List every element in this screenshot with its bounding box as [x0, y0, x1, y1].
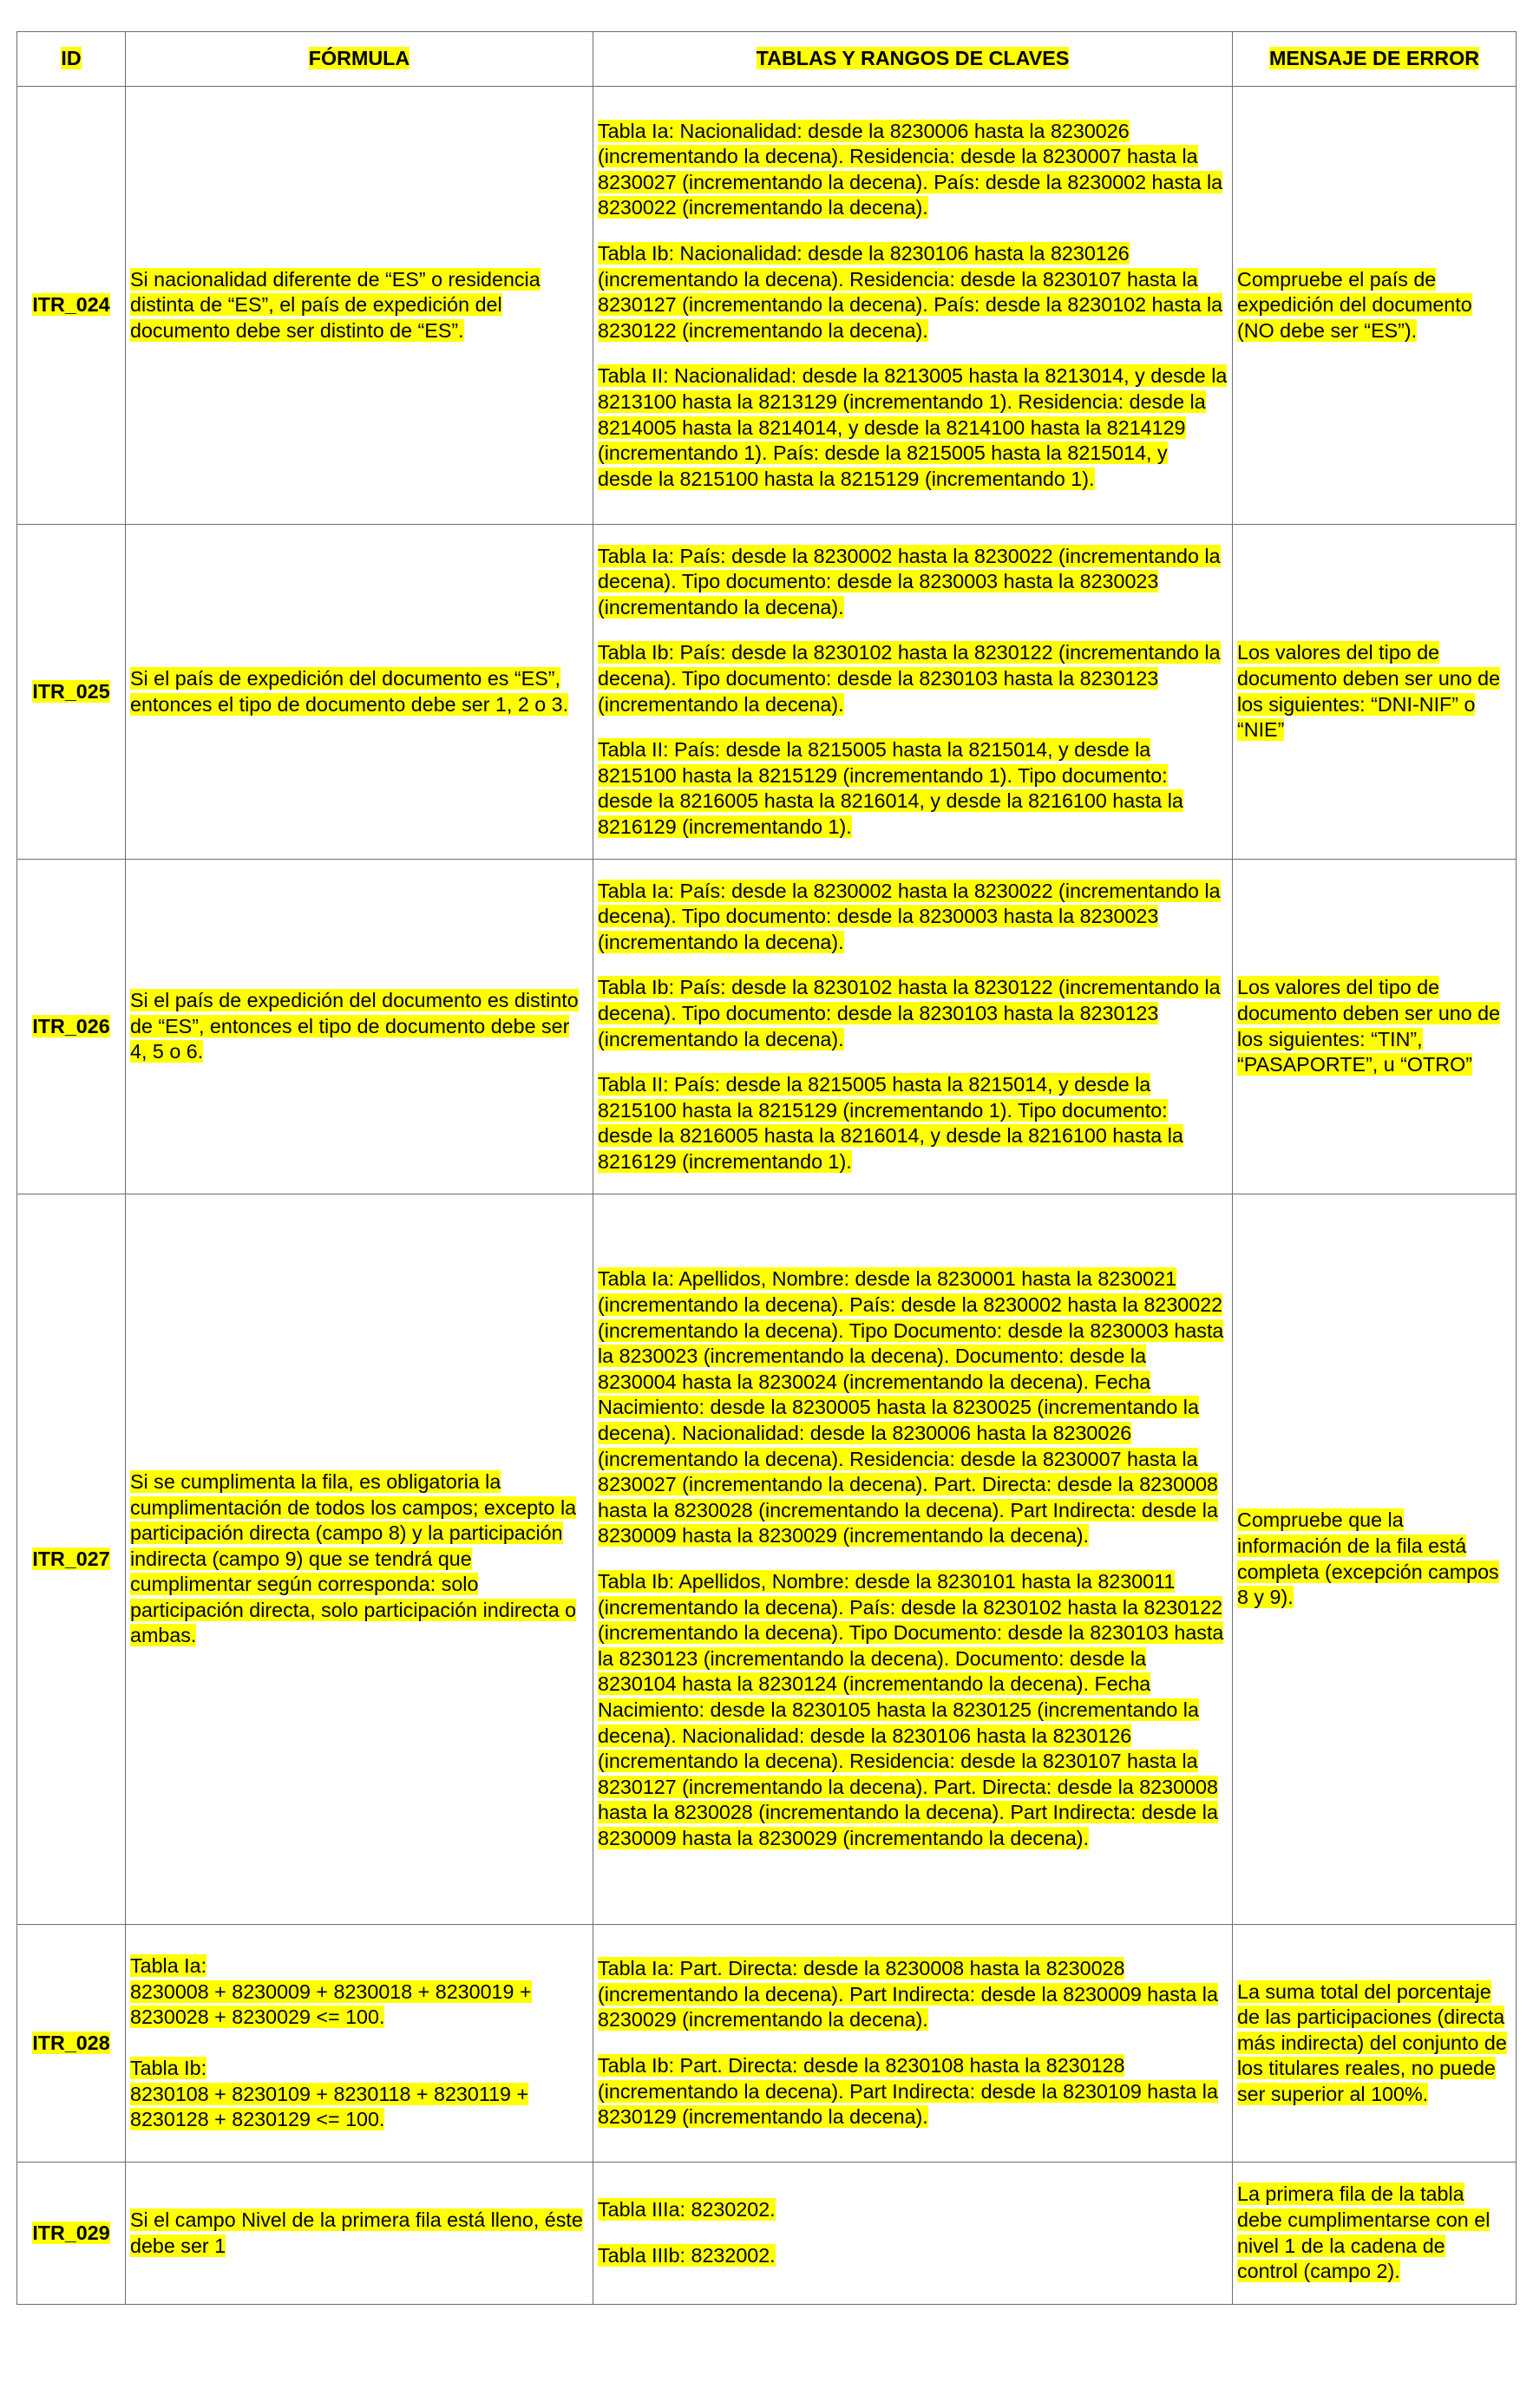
formula-text: Si el país de expedición del documento es “ES”, entonces el tipo de documento debe ser 1, 2 o 3. — [130, 666, 569, 716]
header-tables: TABLAS Y RANGOS DE CLAVES — [593, 32, 1233, 87]
tables-cell — [593, 525, 1233, 860]
error-message-cell — [1233, 1194, 1517, 1925]
formula-text: Si el país de expedición del documento es distinto de “ES”, entonces el tipo de documento debe ser 4, 5 o 6. — [130, 989, 579, 1063]
error-message: Los valores del tipo de documento deben ser uno de los siguientes: “DNI-NIF” o “NIE” — [1237, 641, 1501, 742]
range-paragraph: Tabla Ib: País: desde la 8230102 hasta la 8230122 (incrementando la decena). Tipo documento: desde la 8230103 hasta la 8230123 (incrementando la decena). — [598, 976, 1221, 1050]
range-paragraph: Tabla Ia: País: desde la 8230002 hasta la 8230022 (incrementando la decena). Tipo documento: desde la 8230003 hasta la 8230023 (incrementando la decena). — [598, 879, 1221, 953]
formula-text: 8230008 + 8230009 + 8230018 + 8230019 + 8230028 + 8230029 <= 100. — [130, 1979, 532, 2029]
rule-id-cell — [17, 525, 126, 860]
rule-id: ITR_027 — [32, 1547, 110, 1570]
error-message-cell — [1233, 860, 1517, 1194]
table-header-row — [17, 32, 1517, 87]
tables-cell — [593, 860, 1233, 1194]
error-message-cell — [1233, 525, 1517, 860]
rule-id-cell — [17, 1194, 126, 1925]
rule-id: ITR_029 — [32, 2221, 110, 2244]
rule-id: ITR_025 — [32, 679, 110, 703]
formula-text: Si nacionalidad diferente de “ES” o residencia distinta de “ES”, el país de expedición del documento debe ser distinto de “ES”. — [130, 267, 540, 342]
error-message: Compruebe el país de expedición del documento (NO debe ser “ES”). — [1237, 267, 1472, 342]
range-paragraph: Tabla IIIa: 8230202. — [598, 2198, 776, 2222]
error-message: La primera fila de la tabla debe cumplimentarse con el nivel 1 de la cadena de control (campo 2). — [1237, 2182, 1490, 2283]
tables-cell — [593, 1925, 1233, 2163]
formula-table-label: Tabla Ia: — [130, 1953, 207, 1977]
rule-id: ITR_028 — [32, 2031, 110, 2054]
rule-id-cell — [17, 87, 126, 525]
formula-cell — [126, 87, 593, 525]
header-error: MENSAJE DE ERROR — [1233, 32, 1517, 87]
rule-id-cell — [17, 2163, 126, 2305]
validation-rules-table — [16, 31, 1517, 2305]
tables-cell — [593, 2163, 1233, 2305]
formula-text: 8230108 + 8230109 + 8230118 + 8230119 + 8230128 + 8230129 <= 100. — [130, 2082, 529, 2131]
range-paragraph: Tabla Ib: Part. Directa: desde la 8230108 hasta la 8230128 (incrementando la decena). Part Indirecta: desde la 8230109 hasta la 8230129 (incrementando la decena). — [598, 2054, 1218, 2129]
range-paragraph: Tabla IIIb: 8232002. — [598, 2244, 776, 2267]
error-message: Los valores del tipo de documento deben ser uno de los siguientes: “TIN”, “PASAPORTE”, u “OTRO” — [1237, 976, 1501, 1076]
range-paragraph: Tabla Ib: Nacionalidad: desde la 8230106 hasta la 8230126 (incrementando la decena). Residencia: desde la 8230107 hasta la 8230127 (incrementando la decena). País: desde la 8230102 hasta la 8230122 (incrementando la decena). — [598, 242, 1223, 342]
tables-cell — [593, 1194, 1233, 1925]
formula-table-label: Tabla Ib: — [130, 2057, 207, 2080]
formula-cell — [126, 2163, 593, 2305]
error-message-cell — [1233, 1925, 1517, 2163]
rule-id-cell — [17, 860, 126, 1194]
error-message: La suma total del porcentaje de las participaciones (directa más indirecta) del conjunto de los titulares reales, no puede ser superior al 100%. — [1237, 1979, 1507, 2105]
formula-text: Si el campo Nivel de la primera fila está lleno, éste debe ser 1 — [130, 2208, 583, 2257]
formula-cell — [126, 860, 593, 1194]
header-formula: FÓRMULA — [126, 32, 593, 87]
rule-id: ITR_024 — [32, 293, 110, 317]
range-paragraph: Tabla Ib: Apellidos, Nombre: desde la 8230101 hasta la 8230011 (incrementando la decena). País: desde la 8230102 hasta la 8230122 (incrementando la decena). Tipo Documento: desde la 8230103 hasta la 8230123 (incrementando la decena). Documento: desde la 8230104 hasta la 8230124 (incrementando la decena). Fecha Nacimiento: desde la 8230105 hasta la 8230125 (incrementando la decena). Nacionalidad: desde la 8230106 hasta la 8230126 (incrementando la decena). Residencia: desde la 8230107 hasta la 8230127 (incrementando la decena). Part. Directa: desde la 8230008 hasta la 8230028 (incrementando la decena). Part Indirecta: desde la 8230009 hasta la 8230029 (incrementando la decena). — [598, 1570, 1224, 1849]
range-paragraph: Tabla Ia: País: desde la 8230002 hasta la 8230022 (incrementando la decena). Tipo documento: desde la 8230003 hasta la 8230023 (incrementando la decena). — [598, 544, 1221, 618]
range-paragraph: Tabla Ia: Part. Directa: desde la 8230008 hasta la 8230028 (incrementando la decena). Part Indirecta: desde la 8230009 hasta la 8230029 (incrementando la decena). — [598, 1957, 1218, 2032]
table-row — [17, 525, 1517, 860]
table-row — [17, 860, 1517, 1194]
formula-text: Si se cumplimenta la fila, es obligatoria la cumplimentación de todos los campos; excepto la participación directa (campo 8) y la participación indirecta (campo 9) que se tendrá que cumplimentar según corresponda: solo participación directa, solo participación indirecta o ambas. — [130, 1469, 577, 1647]
range-paragraph: Tabla II: País: desde la 8215005 hasta la 8215014, y desde la 8215100 hasta la 8215129 (incrementando 1). Tipo documento: desde la 8216005 hasta la 8216014, y desde la 8216100 hasta la 8216129 (incrementando 1). — [598, 1073, 1183, 1173]
formula-cell — [126, 525, 593, 860]
rule-id: ITR_026 — [32, 1014, 110, 1037]
tables-cell — [593, 87, 1233, 525]
range-paragraph: Tabla Ia: Nacionalidad: desde la 8230006 hasta la 8230026 (incrementando la decena). Residencia: desde la 8230007 hasta la 8230027 (incrementando la decena). País: desde la 8230002 hasta la 8230022 (incrementando la decena). — [598, 119, 1223, 219]
range-paragraph: Tabla II: Nacionalidad: desde la 8213005 hasta la 8213014, y desde la 8213100 hasta la 8213129 (incrementando 1). Residencia: desde la 8214005 hasta la 8214014, y desde la 8214100 hasta la 8214129 (incrementando 1). País: desde la 8215005 hasta la 8215014, y desde la 8215100 hasta la 8215129 (incrementando 1). — [598, 364, 1228, 490]
range-paragraph: Tabla Ib: País: desde la 8230102 hasta la 8230122 (incrementando la decena). Tipo documento: desde la 8230103 hasta la 8230123 (incrementando la decena). — [598, 641, 1221, 716]
header-id: ID — [17, 32, 126, 87]
table-row — [17, 1194, 1517, 1925]
error-message-cell — [1233, 2163, 1517, 2305]
range-paragraph: Tabla II: País: desde la 8215005 hasta la 8215014, y desde la 8215100 hasta la 8215129 (incrementando 1). Tipo documento: desde la 8216005 hasta la 8216014, y desde la 8216100 hasta la 8216129 (incrementando 1). — [598, 738, 1183, 838]
formula-cell — [126, 1194, 593, 1925]
error-message: Compruebe que la información de la fila está completa (excepción campos 8 y 9). — [1237, 1508, 1499, 1609]
formula-cell — [126, 1925, 593, 2163]
rule-id-cell — [17, 1925, 126, 2163]
table-row — [17, 1925, 1517, 2163]
error-message-cell — [1233, 87, 1517, 525]
range-paragraph: Tabla Ia: Apellidos, Nombre: desde la 8230001 hasta la 8230021 (incrementando la decena). País: desde la 8230002 hasta la 8230022 (incrementando la decena). Tipo Documento: desde la 8230003 hasta la 8230023 (incrementando la decena). Documento: desde la 8230004 hasta la 8230024 (incrementando la decena). Fecha Nacimiento: desde la 8230005 hasta la 8230025 (incrementando la decena). Nacionalidad: desde la 8230006 hasta la 8230026 (incrementando la decena). Residencia: desde la 8230007 hasta la 8230027 (incrementando la decena). Part. Directa: desde la 8230008 hasta la 8230028 (incrementando la decena). Part Indirecta: desde la 8230009 hasta la 8230029 (incrementando la decena). — [598, 1267, 1224, 1548]
table-row — [17, 87, 1517, 525]
table-row — [17, 2163, 1517, 2305]
